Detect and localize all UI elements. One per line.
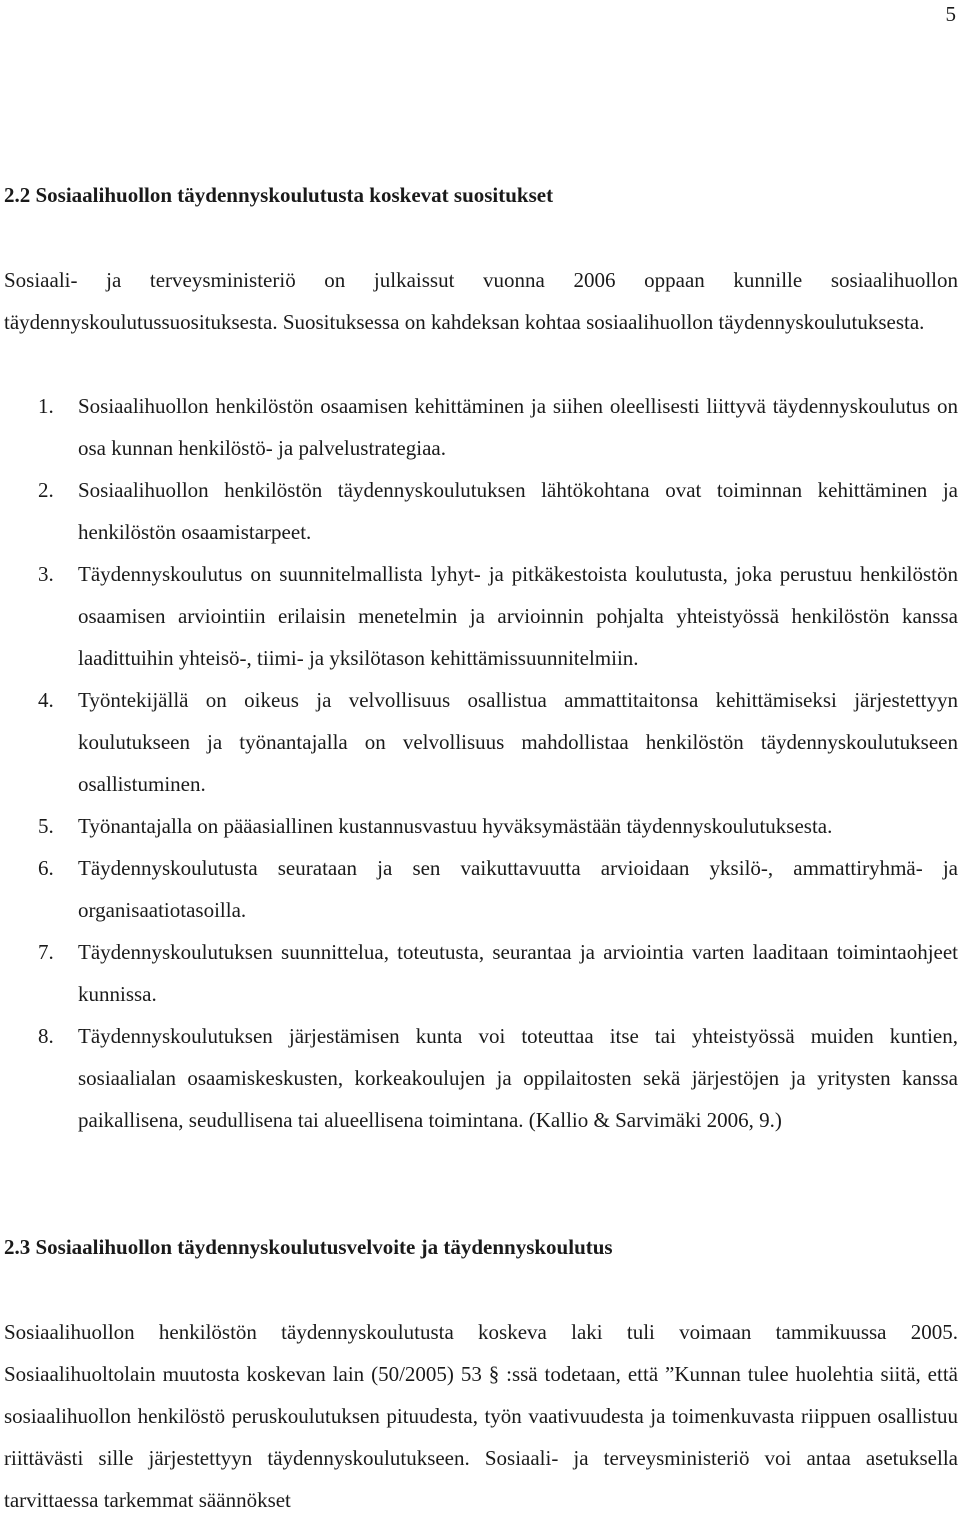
list-item-text: Työnantajalla on pääasiallinen kustannusvastuu hyväksymästään täydennyskoulutuksesta.: [78, 814, 833, 838]
list-item-number: 3.: [38, 562, 54, 586]
list-item: [4, 1015, 958, 1141]
list-item: [4, 931, 958, 1015]
list-item-number: 2.: [38, 478, 54, 502]
body-paragraph: Sosiaalihuollon henkilöstön täydennyskoulutusta koskeva laki tuli voimaan tammikuussa 2005. Sosiaalihuoltolain muutosta koskevan lain (50/2005) 53 § :ssä todetaan, että ”Kunnan tulee huolehtia siitä, että sosiaalihuollon henkilöstö peruskoulutuksen pituudesta, työn vaativuudesta ja toimenkuvasta riippuen osallistuu riittävästi sille järjestettyyn täydennyskoulutukseen. Sosiaali- ja terveysministeriö voi antaa asetuksella tarvittaessa tarkemmat säännökset: [4, 1320, 958, 1512]
list-item: [4, 469, 958, 553]
list-item: [4, 679, 958, 805]
list-item-text: Täydennyskoulutusta seurataan ja sen vaikuttavuutta arvioidaan yksilö-, ammattiryhmä- ja organisaatiotasoilla.: [78, 856, 958, 922]
intro-paragraph: Sosiaali- ja terveysministeriö on julkaissut vuonna 2006 oppaan kunnille sosiaalihuollon täydennyskoulutussuosituksesta. Suosituksessa on kahdeksan kohtaa sosiaalihuollon täydennyskoulutuksesta.: [4, 268, 958, 334]
section-heading-2-3: 2.3 Sosiaalihuollon täydennyskoulutusvelvoite ja täydennyskoulutus: [4, 1235, 613, 1259]
list-item-text: Työntekijällä on oikeus ja velvollisuus osallistua ammattitaitonsa kehittämiseksi järjestettyyn koulutukseen ja työnantajalla on velvollisuus mahdollistaa henkilöstön täydennyskoulutukseen osallistuminen.: [78, 688, 958, 796]
list-item: [4, 385, 958, 469]
list-item-number: 1.: [38, 394, 54, 418]
list-item-number: 4.: [38, 688, 54, 712]
list-item: [4, 805, 958, 847]
list-item-number: 8.: [38, 1024, 54, 1048]
recommendation-list: [4, 385, 958, 1141]
page-number: 5: [945, 2, 956, 26]
list-item-text: Täydennyskoulutuksen järjestämisen kunta voi toteuttaa itse tai yhteistyössä muiden kuntien, sosiaalialan osaamiskeskusten, korkeakoulujen ja oppilaitosten sekä järjestöjen ja yritysten kanssa paikallisena, seudullisena tai alueellisena toimintana. (Kallio & Sarvimäki 2006, 9.): [78, 1024, 958, 1132]
list-item-number: 6.: [38, 856, 54, 880]
list-item-text: Sosiaalihuollon henkilöstön osaamisen kehittäminen ja siihen oleellisesti liittyvä täydennyskoulutus on osa kunnan henkilöstö- ja palvelustrategiaa.: [78, 394, 958, 460]
list-item-number: 5.: [38, 814, 54, 838]
list-item-number: 7.: [38, 940, 54, 964]
list-item: [4, 847, 958, 931]
list-item-text: Sosiaalihuollon henkilöstön täydennyskoulutuksen lähtökohtana ovat toiminnan kehittäminen ja henkilöstön osaamistarpeet.: [78, 478, 958, 544]
section-heading-2-2: 2.2 Sosiaalihuollon täydennyskoulutusta koskevat suositukset: [4, 183, 554, 207]
list-item: [4, 553, 958, 679]
list-item-text: Täydennyskoulutus on suunnitelmallista lyhyt- ja pitkäkestoista koulutusta, joka perustuu henkilöstön osaamisen arviointiin erilaisin menetelmin ja arvioinnin pohjalta yhteistyössä henkilöstön kanssa laadittuihin yhteisö-, tiimi- ja yksilötason kehittämissuunnitelmiin.: [78, 562, 958, 670]
list-item-text: Täydennyskoulutuksen suunnittelua, toteutusta, seurantaa ja arviointia varten laaditaan toimintaohjeet kunnissa.: [78, 940, 958, 1006]
